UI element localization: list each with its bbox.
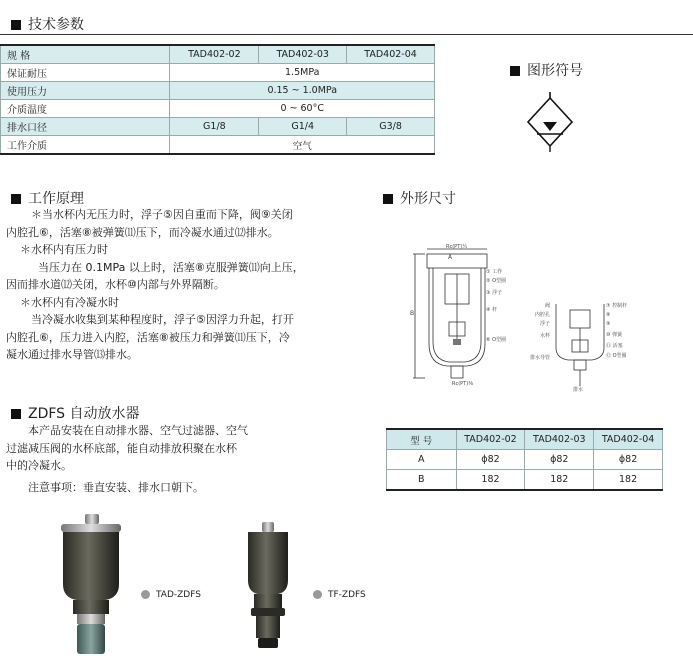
spec-header-model: TAD402-03 (259, 45, 347, 64)
principle-line: ＊水杯内有冷凝水时 (20, 295, 119, 309)
spec-row-value: G1/8 (170, 118, 259, 136)
section-square-icon (11, 20, 21, 30)
principle-line: 当压力在 0.1MPa 以上时，活塞⑧克服弹簧⑾向上压， (38, 260, 304, 274)
bullet-dot-icon (313, 590, 322, 599)
spec-row (1, 100, 435, 118)
spec-header-label: 规 格 (1, 45, 170, 64)
spec-row-value: 0 ~ 60°C (170, 100, 435, 118)
dimension-row-label: B (387, 470, 457, 491)
bottom-thread-label: Rc(PT)⅜ (452, 381, 474, 387)
principle-text (6, 206, 304, 364)
spec-row (1, 118, 435, 136)
principle-line: ＊当水杯内无压力时，浮子⑤因自重而下降，阀⑨关闭 (31, 208, 293, 221)
spec-heading: 技术参数 (11, 16, 84, 34)
zdfs-line: 中的冷凝水。 (6, 459, 72, 472)
dimension-header-row (387, 429, 663, 450)
spec-row-label: 保证耐压 (1, 64, 170, 82)
principle-line: 因而排水道⑿关闭，水杯⑩内部与外界隔断。 (6, 278, 225, 291)
top-thread-label: Rc(PT)¼ (446, 244, 468, 250)
tf-zdfs-product-image (238, 520, 298, 650)
drain-symbol-icon (520, 92, 580, 154)
spec-header-row (1, 45, 435, 64)
dimension-row: A ϕ82 ϕ82 ϕ82 (387, 450, 663, 470)
tf-zdfs-legend: TF-ZDFS (313, 590, 366, 600)
zdfs-line: 注意事项：垂直安装、排水口朝下。 (28, 480, 204, 494)
dimension-table (386, 428, 663, 491)
spec-row-value: 0.15 ~ 1.0MPa (170, 82, 435, 100)
spec-row (1, 136, 435, 155)
dimension-header-model: TAD402-02 (456, 429, 525, 450)
section-square-icon (383, 194, 393, 204)
dimension-header-label: 型 号 (387, 429, 457, 450)
section-square-icon (510, 66, 520, 76)
part-labels-left: 阀 内腔孔 浮子 水杯 排水导管 (530, 303, 551, 361)
drain-label: 排水 (573, 387, 584, 393)
section-square-icon (11, 194, 21, 204)
dimension-header-model: TAD402-04 (594, 429, 663, 450)
float-detail-drawing (550, 300, 610, 390)
dimension-header-model: TAD402-03 (525, 429, 594, 450)
spec-row-value: 1.5MPa (170, 64, 435, 82)
spec-header-model: TAD402-04 (347, 45, 435, 64)
principle-line: 当冷凝水收集到某种程度时，浮子⑤因浮力升起，打开 (31, 313, 294, 326)
spec-row-value: G3/8 (347, 118, 435, 136)
spec-row-label: 使用压力 (1, 82, 170, 100)
spec-header-model: TAD402-02 (170, 45, 259, 64)
spec-table (0, 44, 435, 155)
spec-row-value: G1/4 (259, 118, 347, 136)
spec-row (1, 64, 435, 82)
zdfs-text (6, 422, 248, 496)
symbol-heading: 图形符号 (510, 62, 583, 80)
spec-row-label: 工作介质 (1, 136, 170, 155)
dimension-heading: 外形尺寸 (383, 190, 456, 208)
dim-b-label: B (410, 310, 415, 317)
part-labels-right: ① 工作 ② O型圈 ③ 浮子 ④ 杆 ⑥ O型圈 (486, 269, 507, 343)
principle-line: 内腔孔⑥，活塞⑧被弹簧⑾压下，而冷凝水通过⑿排水。 (6, 225, 279, 239)
spec-row-value: 空气 (170, 136, 435, 155)
spec-row (1, 82, 435, 100)
dimension-row-label: A (387, 450, 457, 470)
dimension-row: B 182 182 182 (387, 470, 663, 491)
principle-heading: 工作原理 (11, 190, 84, 208)
tad-zdfs-product-image (55, 512, 135, 656)
principle-line: 凝水通过排水导管⒀排水。 (6, 348, 138, 361)
spec-row-label: 介质温度 (1, 100, 170, 118)
bullet-dot-icon (141, 590, 150, 599)
principle-line: 内腔孔⑥，压力进入内腔，活塞⑧被压力和弹簧⑾压下，冷 (6, 330, 290, 344)
zdfs-line: 本产品安装在自动排水器、空气过滤器、空气 (28, 424, 248, 437)
header-rule (0, 34, 693, 35)
zdfs-heading: ZDFS 自动放水器 (11, 405, 140, 423)
dim-a-label: A (448, 254, 453, 261)
part-labels-right-2: ⑦ 控制杆 ⑧ ⑨ ⑩ 弹簧 ⑪ 活塞 ⑫ O型圈 (606, 303, 628, 359)
principle-line: ＊水杯内有压力时 (20, 243, 108, 256)
spec-row-label: 排水口径 (1, 118, 170, 136)
section-square-icon (11, 409, 21, 419)
zdfs-line: 过滤减压阀的水杯底部，能自动排放积聚在水杯 (6, 441, 237, 455)
tad-zdfs-legend: TAD-ZDFS (141, 590, 201, 600)
